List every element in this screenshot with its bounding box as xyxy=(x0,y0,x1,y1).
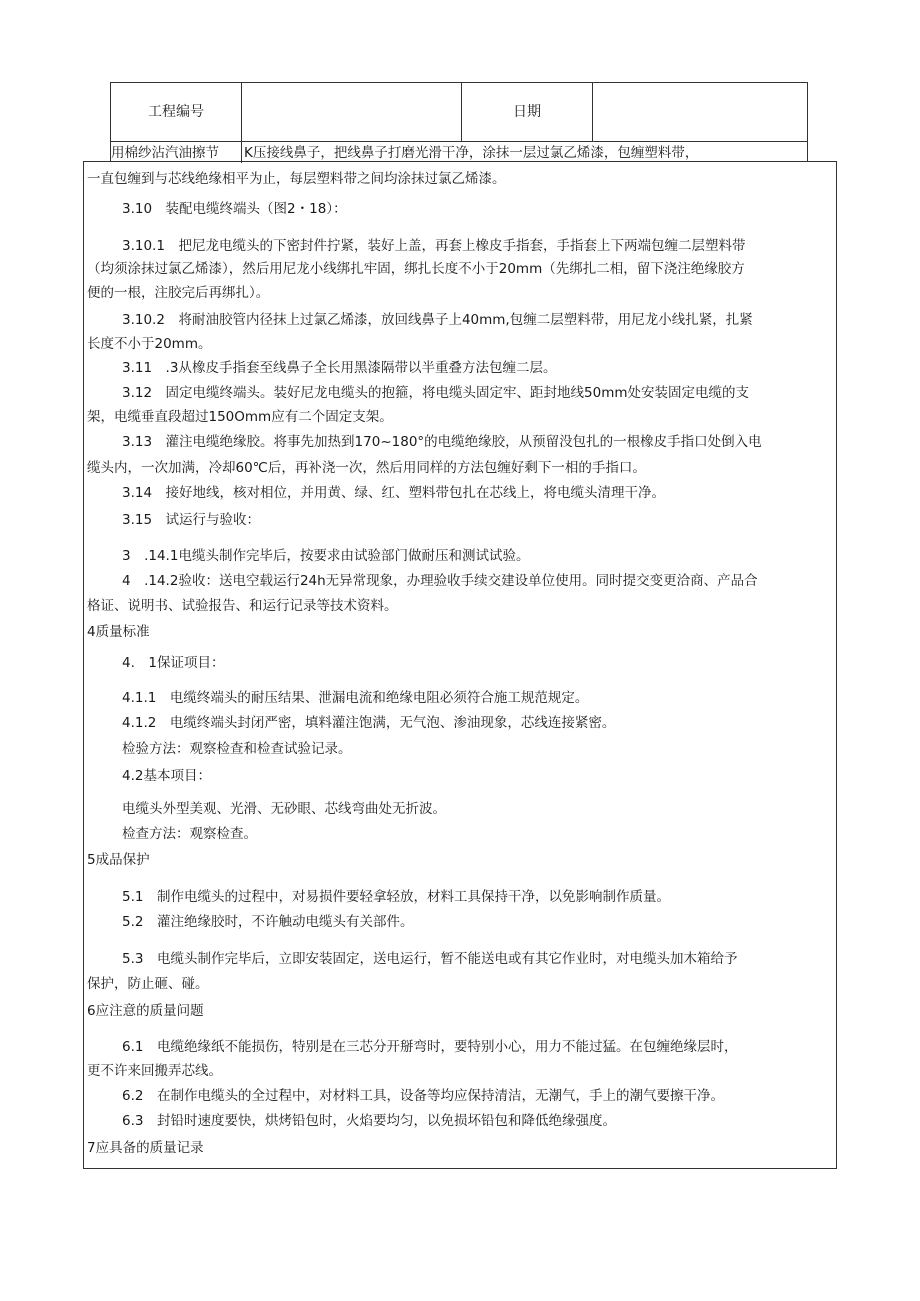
row2-right-cell: K压接线鼻子，把线鼻子打磨光滑干净，涂抹一层过氯乙烯漆，包缠塑料带， xyxy=(244,145,699,161)
text-line: 3.10.2 将耐油胶管内径抹上过氯乙烯漆，放回线鼻子上40mm,包缠二层塑料带，用尼龙小线扎紧，扎紧 xyxy=(122,312,753,328)
text-line: 6.3 封铅时速度要快，烘烤铅包时，火焰要均匀，以免损坏铅包和降低绝缘强度。 xyxy=(122,1113,616,1129)
text-line: 4.1.1 电缆终端头的耐压结果、泄漏电流和绝缘电阻必须符合施工规范规定。 xyxy=(122,690,589,706)
text-line: 6.2 在制作电缆头的全过程中，对材料工具，设备等均应保持清洁，无潮气，手上的潮气要擦干净。 xyxy=(122,1088,724,1104)
section-heading: 4.2基本项目： xyxy=(122,768,211,784)
text-line: 3.13 灌注电缆绝缘胶。将事先加热到170~180°的电缆绝缘胶，从预留没包扎的一根橡皮手指口处倒入电 xyxy=(122,434,762,450)
header-table xyxy=(110,82,808,162)
section-heading: 3.10 装配电缆终端头（图2・18）： xyxy=(122,201,347,217)
text-line: 格证、说明书、试验报告、和运行记录等技术资料。 xyxy=(87,598,398,614)
text-line: 保护，防止砸、碰。 xyxy=(87,976,209,992)
header-row-2 xyxy=(111,141,807,163)
row2-left-cell: 用棉纱沾汽油擦节 xyxy=(111,142,242,163)
section-heading: 4. 1保证项目： xyxy=(122,655,225,671)
project-no-label: 工程编号 xyxy=(111,83,242,141)
content-box xyxy=(83,161,837,1169)
text-line: 一直包缠到与芯线绝缘相平为止，每层塑料带之间均涂抹过氯乙烯漆。 xyxy=(87,171,506,187)
section-heading: 6应注意的质量问题 xyxy=(87,1003,204,1019)
text-line: 5.1 制作电缆头的过程中，对易损件要轻拿轻放，材料工具保持干净，以免影响制作质量。 xyxy=(122,889,670,905)
text-line: 缆头内，一次加满，冷却60℃后，再补浇一次，然后用同样的方法包缠好剩下一相的手指口。 xyxy=(87,460,646,476)
text-line: 5.3 电缆头制作完毕后，立即安装固定，送电运行，暂不能送电或有其它作业时，对电缆头加木箱给予 xyxy=(122,951,738,967)
text-line: 便的一根，注胶完后再绑扎）。 xyxy=(87,285,270,301)
text-line: 检验方法：观察检查和检查试验记录。 xyxy=(122,741,352,757)
text-line: 3.14 接好地线，核对相位，并用黄、绿、红、塑料带包扎在芯线上，将电缆头清理干净。 xyxy=(122,485,666,501)
text-line: 3.12 固定电缆终端头。装好尼龙电缆头的抱箍，将电缆头固定牢、距封地线50mm处安装固定电缆的支 xyxy=(122,385,750,401)
date-label: 日期 xyxy=(462,83,593,141)
text-line: 长度不小于20mm。 xyxy=(87,336,212,352)
date-value xyxy=(593,83,807,141)
text-line: 5.2 灌注绝缘胶时，不许触动电缆头有关部件。 xyxy=(122,914,414,930)
text-line: 更不许来回搬弄芯线。 xyxy=(87,1063,222,1079)
section-heading: 3.15 试运行与验收： xyxy=(122,512,261,528)
text-line: 6.1 电缆绝缘纸不能损伤，特别是在三芯分开掰弯时，要特别小心，用力不能过猛。在包缠绝缘层时， xyxy=(122,1039,738,1055)
text-line: 3.11 .3从橡皮手指套至线鼻子全长用黑漆隔带以半重叠方法包缠二层。 xyxy=(122,360,557,376)
text-line: 4 .14.2验收：送电空载运行24h无异常现象，办理验收手续交建设单位使用。同时提交变更洽商、产品合 xyxy=(122,573,758,589)
text-line: （均须涂抹过氯乙烯漆），然后用尼龙小线绑扎牢固，绑扎长度不小于20mm（先绑扎二相，留下浇注绝缘胶方 xyxy=(87,261,745,277)
text-line: 3.10.1 把尼龙电缆头的下密封件拧紧，装好上盖，再套上橡皮手指套，手指套上下两端包缠二层塑料带 xyxy=(122,238,746,254)
text-line: 架，电缆垂直段超过150Omm应有二个固定支架。 xyxy=(87,409,393,425)
text-line: 3 .14.1电缆头制作完毕后，按要求由试验部门做耐压和测试试验。 xyxy=(122,548,530,564)
section-heading: 4质量标准 xyxy=(87,624,150,640)
section-heading: 7应具备的质量记录 xyxy=(87,1140,204,1156)
text-line: 检查方法：观察检查。 xyxy=(122,826,257,842)
section-heading: 5成品保护 xyxy=(87,852,150,868)
project-no-value xyxy=(242,83,462,141)
text-line: 电缆头外型美观、光滑、无砂眼、芯线弯曲处无折波。 xyxy=(122,801,446,817)
text-line: 4.1.2 电缆终端头封闭严密，填料灌注饱满，无气泡、渗油现象，芯线连接紧密。 xyxy=(122,715,616,731)
